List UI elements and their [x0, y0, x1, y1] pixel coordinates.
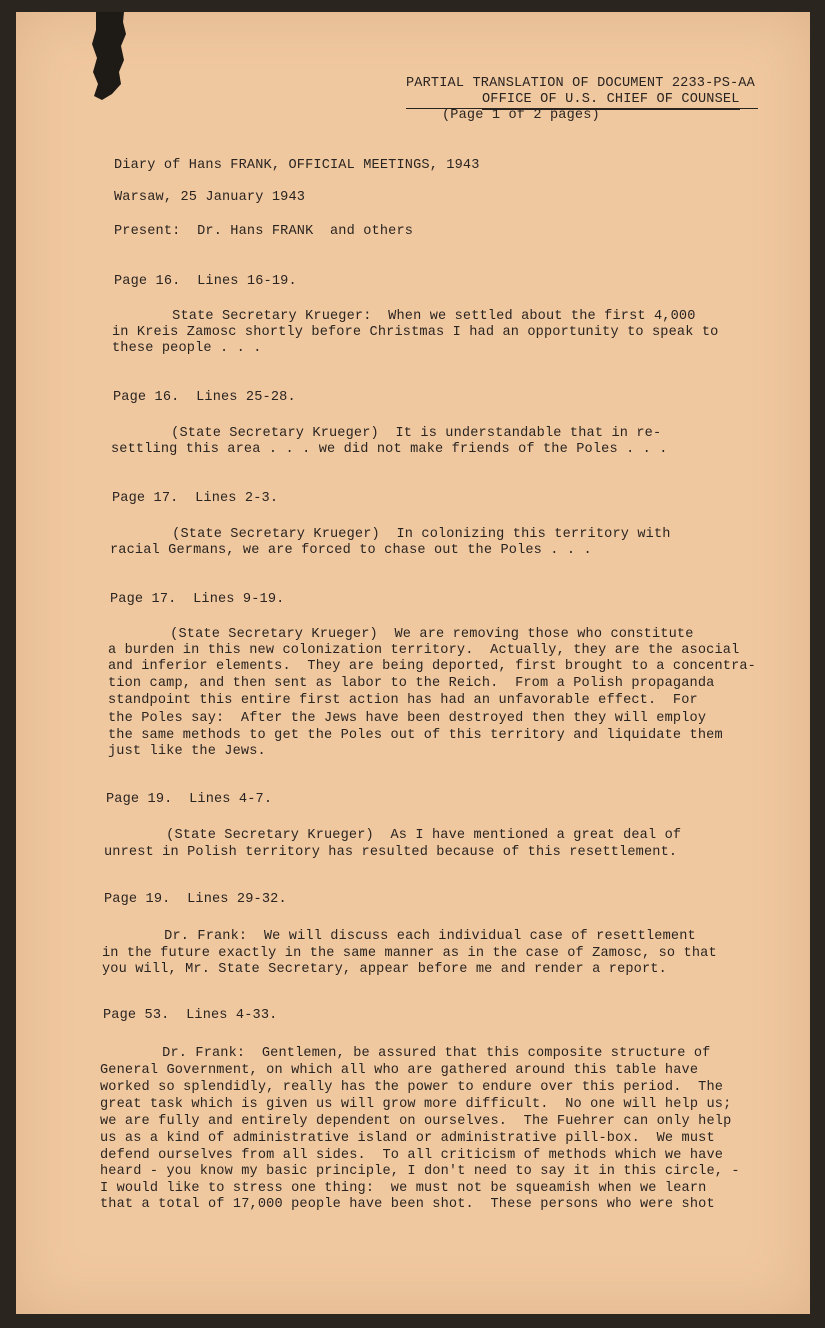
present-line: Present: Dr. Hans FRANK and others	[114, 224, 414, 239]
section-text-line: us as a kind of administrative island or administrative pill-box. We must	[100, 1131, 715, 1146]
section-text-line: unrest in Polish territory has resulted because of this resettlement.	[104, 845, 678, 860]
section-ref: Page 16. Lines 25-28.	[113, 390, 296, 405]
header-doc-title: PARTIAL TRANSLATION OF DOCUMENT 2233-PS-AA	[406, 76, 755, 91]
section-text-line: I would like to stress one thing: we must not be squeamish when we learn	[100, 1181, 707, 1196]
section-text-line: these people . . .	[112, 341, 262, 356]
section-text-line: we are fully and entirely dependent on ourselves. The Fuehrer can only help	[100, 1114, 732, 1129]
header-page-count: (Page 1 of 2 pages)	[442, 108, 600, 123]
section-text-line: great task which is given us will grow more difficult. No one will help us;	[100, 1097, 732, 1112]
section-text-line: State Secretary Krueger: When we settled about the first 4,000	[114, 309, 696, 324]
section-text-line: General Government, on which all who are gathered around this table have	[100, 1063, 699, 1078]
section-text-line: defend ourselves from all sides. To all criticism of methods which we have	[100, 1148, 724, 1163]
section-text-line: you will, Mr. State Secretary, appear before me and render a report.	[102, 962, 667, 977]
section-text-line: heard - you know my basic principle, I don't need to say it in this circle, -	[100, 1164, 740, 1179]
section-ref: Page 53. Lines 4-33.	[103, 1008, 278, 1023]
section-text-line: (State Secretary Krueger) In colonizing this territory with	[114, 527, 671, 542]
doc-title: Diary of Hans FRANK, OFFICIAL MEETINGS, 1943	[114, 158, 480, 173]
section-ref: Page 17. Lines 9-19.	[110, 592, 285, 607]
section-text-line: a burden in this new colonization territory. Actually, they are the asocial	[108, 643, 740, 658]
torn-corner	[90, 12, 130, 102]
section-text-line: worked so splendidly, really has the power to endure over this period. The	[100, 1080, 724, 1095]
section-text-line: in Kreis Zamosc shortly before Christmas I had an opportunity to speak to	[112, 325, 719, 340]
section-ref: Page 19. Lines 29-32.	[104, 892, 287, 907]
section-text-line: the same methods to get the Poles out of this territory and liquidate them	[108, 728, 723, 743]
section-ref: Page 19. Lines 4-7.	[106, 792, 273, 807]
section-ref: Page 17. Lines 2-3.	[112, 491, 279, 506]
header-office: OFFICE OF U.S. CHIEF OF COUNSEL	[482, 92, 740, 110]
place-date: Warsaw, 25 January 1943	[114, 190, 306, 205]
section-text-line: the Poles say: After the Jews have been destroyed then they will employ	[108, 711, 707, 726]
section-text-line: that a total of 17,000 people have been shot. These persons who were shot	[100, 1197, 715, 1212]
section-text-line: (State Secretary Krueger) It is understandable that in re-	[113, 426, 662, 441]
section-text-line: Dr. Frank: Gentlemen, be assured that this composite structure of	[104, 1046, 711, 1061]
section-text-line: tion camp, and then sent as labor to the Reich. From a Polish propaganda	[108, 676, 715, 691]
section-text-line: (State Secretary Krueger) We are removing those who constitute	[112, 627, 694, 642]
section-ref: Page 16. Lines 16-19.	[114, 274, 297, 289]
section-text-line: settling this area . . . we did not make friends of the Poles . . .	[111, 442, 668, 457]
section-text-line: (State Secretary Krueger) As I have mentioned a great deal of	[108, 828, 682, 843]
section-text-line: and inferior elements. They are being deported, first brought to a concentra-	[108, 659, 756, 674]
section-text-line: in the future exactly in the same manner as in the case of Zamosc, so that	[102, 946, 717, 961]
section-text-line: just like the Jews.	[108, 744, 266, 759]
section-text-line: Dr. Frank: We will discuss each individual case of resettlement	[106, 929, 696, 944]
section-text-line: standpoint this entire first action has had an unfavorable effect. For	[108, 693, 698, 708]
section-text-line: racial Germans, we are forced to chase out the Poles . . .	[110, 543, 592, 558]
